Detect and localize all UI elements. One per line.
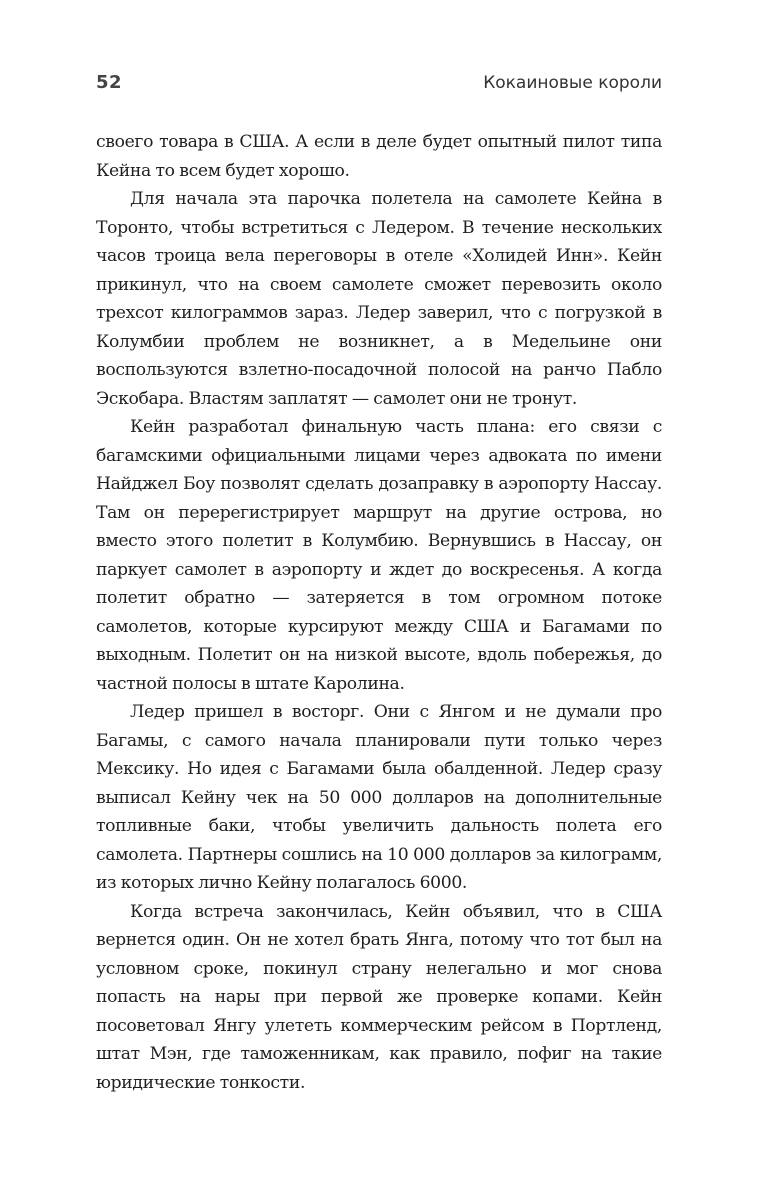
book-title: Кокаиновые короли	[483, 73, 662, 93]
paragraph: Ледер пришел в восторг. Они с Янгом и не думали про Багамы, с самого начала планировали пути только через Мексику. Но идея с Багамами была обалденной. Ледер сразу выписал Кейну чек на 50 000 долларов на дополнительные топливные баки, чтобы увеличить дальность полета его самолета. Партнеры сошлись на 10 000 долларов за килограмм, из которых лично Кейну полагалось 6000.	[96, 702, 662, 893]
page-number: 52	[96, 72, 123, 93]
paragraph: Когда встреча закончилась, Кейн объявил, что в США вернется один. Он не хотел брать Янга, потому что тот был на условном сроке, покинул страну нелегально и мог снова попасть на нары при первой же проверке копами. Кейн посоветовал Янгу улететь коммерческим рейсом в Портленд, штат Мэн, где таможенникам, как правило, пофиг на такие юридические тонкости.	[96, 901, 662, 1093]
paragraph-continued: своего товара в США. А если в деле будет опытный пилот типа Кейна то всем будет хорошо.	[96, 132, 662, 181]
body-text	[96, 128, 662, 1097]
paragraph: Кейн разработал финальную часть плана: его связи с багамскими официальными лицами через адвоката по имени Найджел Боу позволят сделать дозаправку в аэропорту Нассау. Там он перерегистрирует маршрут на другие острова, но вместо этого полетит в Колумбию. Вернувшись в Нассау, он паркует самолет в аэропорту и ждет до воскресенья. А когда полетит обратно — затеряется в том огромном потоке самолетов, которые курсируют между США и Багамами по выходным. Полетит он на низкой высоте, вдоль побережья, до частной полосы в штате Каролина.	[96, 417, 662, 694]
book-page	[96, 72, 662, 1097]
paragraph: Для начала эта парочка полетела на самолете Кейна в Торонто, чтобы встретиться с Ледером. В течение нескольких часов троица вела переговоры в отеле «Холидей Инн». Кейн прикинул, что на своем самолете сможет перевозить около трехсот килограммов зараз. Ледер заверил, что с погрузкой в Колумбии проблем не возникнет, а в Медельине они воспользуются взлетно-посадочной полосой на ранчо Пабло Эскобара. Властям заплатят — самолет они не тронут.	[96, 189, 662, 409]
running-head	[96, 72, 662, 106]
